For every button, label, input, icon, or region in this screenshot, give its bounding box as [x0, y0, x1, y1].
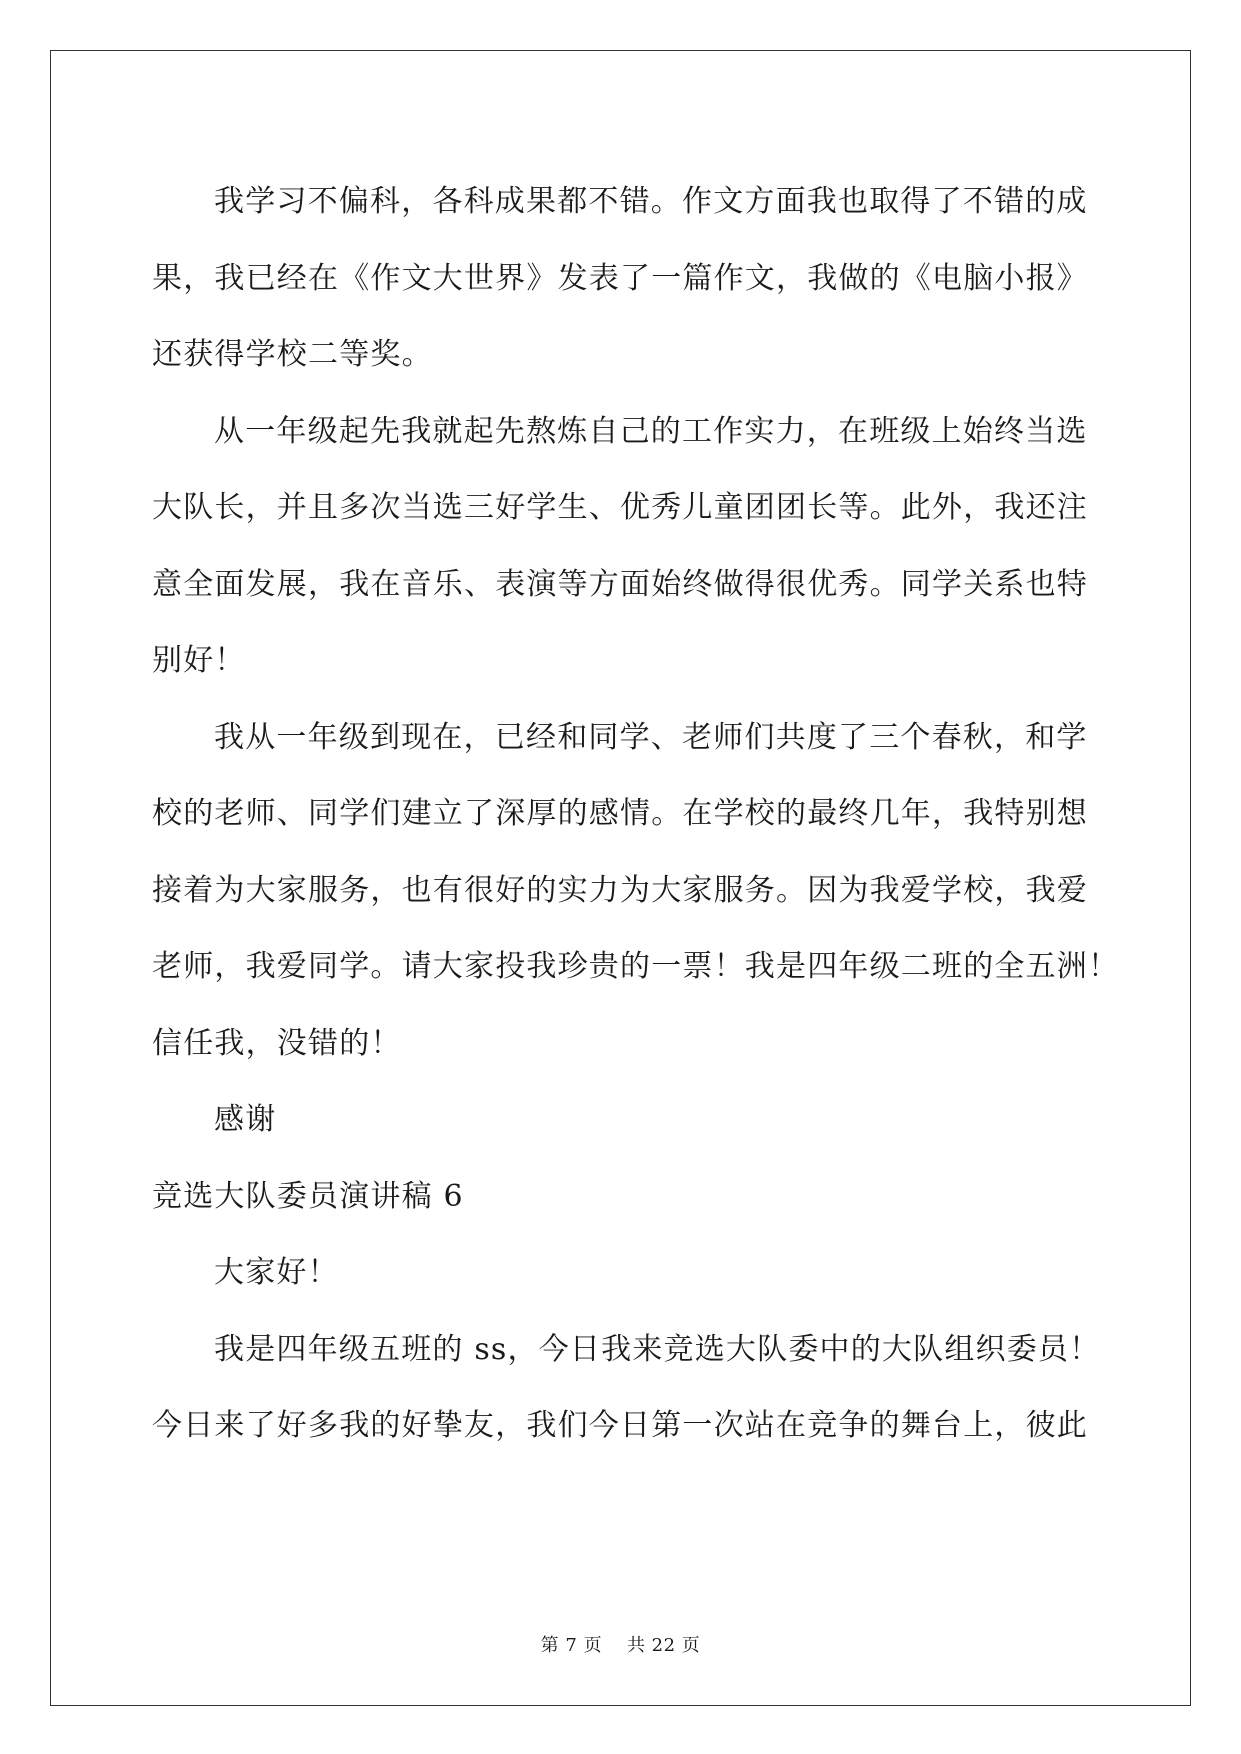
text-line-10: 接着为大家服务，也有很好的实力为大家服务。因为我爱学校，我爱 — [152, 872, 1088, 908]
text-line-8: 我从一年级到现在，已经和同学、老师们共度了三个春秋，和学 — [214, 719, 1088, 755]
text-line-9: 校的老师、同学们建立了深厚的感情。在学校的最终几年，我特别想 — [152, 796, 1088, 831]
text-line-17: 今日来了好多我的好挚友，我们今日第一次站在竞争的舞台上，彼此 — [152, 1408, 1088, 1443]
text-line-5: 大队长，并且多次当选三好学生、优秀儿童团团长等。此外，我还注 — [152, 490, 1088, 525]
text-line-11: 老师，我爱同学。请大家投我珍贵的一票！我是四年级二班的全五洲！ — [152, 949, 1120, 984]
page-footer — [0, 1631, 1241, 1657]
text-line-2: 果，我已经在《作文大世界》发表了一篇作文，我做的《电脑小报》 — [152, 260, 1088, 296]
text-line-4: 从一年级起先我就起先熬炼自己的工作实力，在班级上始终当选 — [214, 413, 1088, 449]
text-line-7: 别好！ — [152, 643, 246, 678]
section-heading: 竞选大队委员演讲稿 6 — [152, 1178, 464, 1214]
text-line-1: 我学习不偏科，各科成果都不错。作文方面我也取得了不错的成 — [214, 184, 1088, 219]
text-line-6: 意全面发展，我在音乐、表演等方面始终做得很优秀。同学关系也特 — [152, 566, 1088, 602]
document-body — [152, 164, 1120, 1465]
page-number: 第 7 页 共 22 页 — [540, 1635, 701, 1656]
text-line-16: 我是四年级五班的 ss，今日我来竞选大队委中的大队组织委员！ — [214, 1331, 1101, 1367]
text-line-3: 还获得学校二等奖。 — [152, 337, 433, 372]
text-line-13: 感谢 — [214, 1102, 277, 1137]
text-line-12: 信任我，没错的！ — [152, 1025, 402, 1061]
text-line-15: 大家好！ — [214, 1255, 339, 1290]
